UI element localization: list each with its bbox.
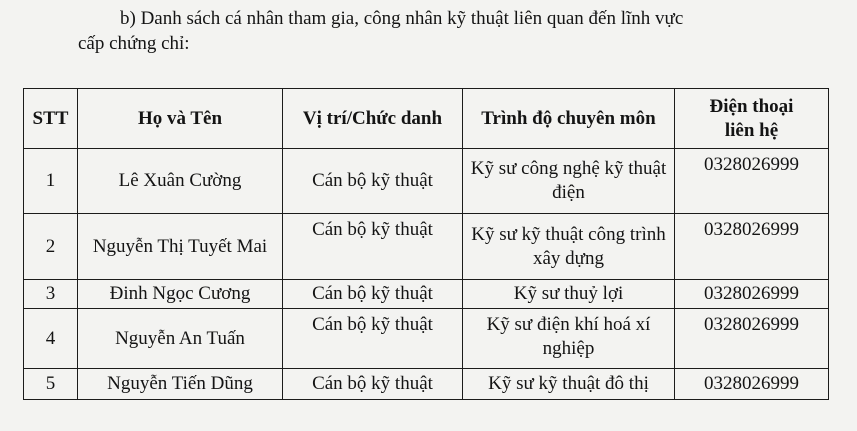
cell-qualification: Kỹ sư thuỷ lợi [463, 280, 675, 309]
cell-stt: 2 [24, 214, 78, 280]
header-phone [675, 89, 829, 149]
cell-phone: 0328026999 [675, 214, 829, 280]
cell-name: Nguyễn Thị Tuyết Mai [78, 214, 283, 280]
header-stt: STT [24, 89, 78, 149]
cell-position: Cán bộ kỹ thuật [283, 369, 463, 400]
table-row [24, 214, 829, 280]
cell-phone: 0328026999 [675, 369, 829, 400]
cell-name: Nguyễn An Tuấn [78, 309, 283, 369]
cell-position: Cán bộ kỹ thuật [283, 280, 463, 309]
cell-stt: 1 [24, 149, 78, 214]
header-name: Họ và Tên [78, 89, 283, 149]
cell-name: Đinh Ngọc Cương [78, 280, 283, 309]
cell-phone: 0328026999 [675, 280, 829, 309]
table-row [24, 149, 829, 214]
header-qualification: Trình độ chuyên môn [463, 89, 675, 149]
cell-name: Lê Xuân Cường [78, 149, 283, 214]
cell-qualification: Kỹ sư kỹ thuật công trình xây dựng [463, 214, 675, 280]
intro-line-1: b) Danh sách cá nhân tham gia, công nhân kỹ thuật liên quan đến lĩnh vực [120, 8, 684, 29]
cell-qualification: Kỹ sư công nghệ kỹ thuật điện [463, 149, 675, 214]
header-phone-line-1: Điện thoại [709, 95, 794, 117]
personnel-table [23, 88, 829, 400]
table-header-row [24, 89, 829, 149]
intro-paragraph [78, 6, 838, 56]
table-row [24, 309, 829, 369]
table-row [24, 280, 829, 309]
cell-stt: 4 [24, 309, 78, 369]
cell-position: Cán bộ kỹ thuật [283, 149, 463, 214]
cell-position: Cán bộ kỹ thuật [283, 309, 463, 369]
header-position: Vị trí/Chức danh [283, 89, 463, 149]
header-phone-line-2: liên hệ [724, 119, 779, 141]
cell-phone: 0328026999 [675, 149, 829, 214]
cell-stt: 3 [24, 280, 78, 309]
table-row [24, 369, 829, 400]
cell-position: Cán bộ kỹ thuật [283, 214, 463, 280]
cell-phone: 0328026999 [675, 309, 829, 369]
intro-line-2: cấp chứng chỉ: [78, 33, 190, 54]
cell-stt: 5 [24, 369, 78, 400]
cell-qualification: Kỹ sư kỹ thuật đô thị [463, 369, 675, 400]
cell-qualification: Kỹ sư điện khí hoá xí nghiệp [463, 309, 675, 369]
cell-name: Nguyễn Tiến Dũng [78, 369, 283, 400]
